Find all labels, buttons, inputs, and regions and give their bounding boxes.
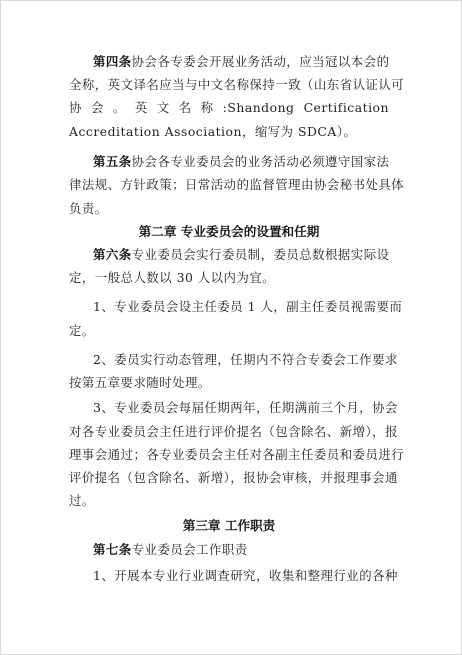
article4-line1: 第四条协会各专委会开展业务活动，应当冠以本会的 bbox=[93, 54, 390, 69]
article6-line1: 第六条专业委员会实行委员制，委员总数根据实际设 bbox=[93, 247, 390, 262]
article5-line1: 第五条协会各专业委员会的业务活动必须遵守国家法 bbox=[93, 154, 390, 169]
article7-label: 第七条 bbox=[93, 542, 132, 557]
chapter2-title: 第二章 专业委员会的设置和任期 bbox=[138, 224, 320, 239]
article5-line3: 负责。 bbox=[69, 201, 108, 216]
item3-line3: 理事会通过；各专业委员会主任对各副主任委员和委员进行 bbox=[69, 447, 405, 462]
item2-line2: 按第五章要求随时处理。 bbox=[69, 375, 211, 390]
item3-line2: 对各专业委员会主任进行评价提名（包含除名、新增），报 bbox=[69, 424, 398, 439]
item2-line1: 2、委员实行动态管理，任期内不符合专委会工作要求 bbox=[93, 352, 398, 367]
article6-line2: 定，一般总人数以 30 人以内为宜。 bbox=[69, 270, 276, 285]
item1-line2: 定。 bbox=[69, 323, 95, 338]
duty-item1-line1: 1、开展本专业行业调查研究，收集和整理行业的各种 bbox=[93, 568, 398, 583]
article4-line2: 全称，英文译名应当与中文名称保持一致（山东省认证认可 bbox=[69, 77, 405, 92]
item3-line4: 评价提名（包含除名、新增），报协会审核，并报理事会通 bbox=[69, 470, 398, 485]
article4-line4: Accreditation Association，缩写为 SDCA）。 bbox=[69, 124, 357, 139]
item3-line1: 3、专业委员会每届任期两年，任期满前三个月，协会 bbox=[93, 400, 398, 415]
article4-label: 第四条 bbox=[93, 54, 132, 69]
item3-line5: 过。 bbox=[69, 493, 95, 508]
article6-label: 第六条 bbox=[93, 247, 132, 262]
article5-line2: 律法规、方针政策；日常活动的监督管理由协会秘书处具体 bbox=[69, 177, 405, 192]
article4-line3: 协 会 。 英 文 名 称 :Shandong Certification bbox=[69, 100, 389, 115]
item1-line1: 1、专业委员会设主任委员 1 人，副主任委员视需要而 bbox=[93, 299, 403, 314]
chapter3-title: 第三章 工作职责 bbox=[182, 518, 276, 533]
article7-line1: 第七条专业委员会工作职责 bbox=[93, 542, 248, 557]
article5-label: 第五条 bbox=[93, 154, 132, 169]
